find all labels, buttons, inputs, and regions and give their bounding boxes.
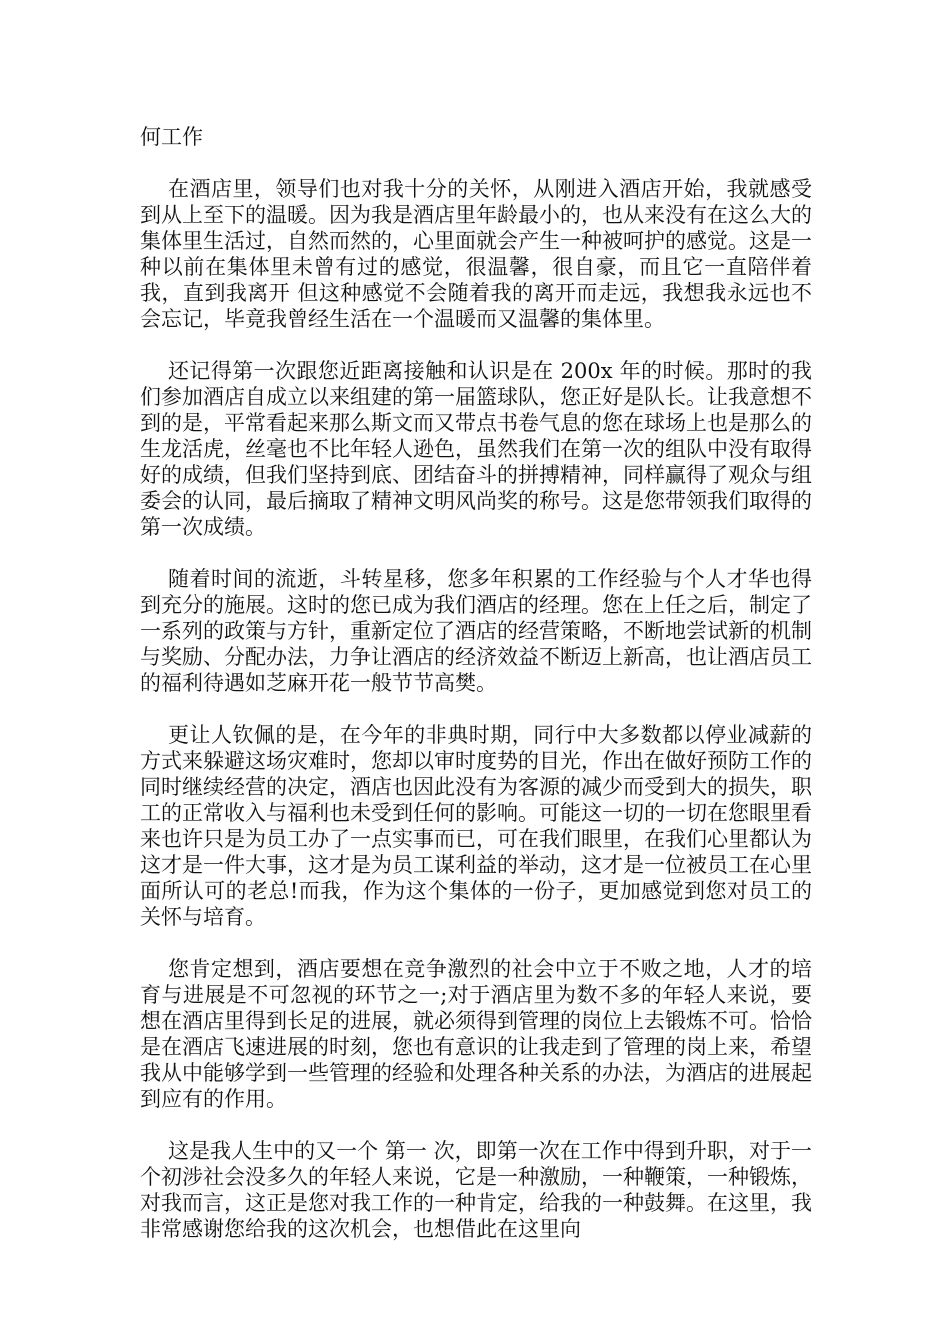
- paragraph-promotion: 这是我人生中的又一个 第一 次，即第一次在工作中得到升职，对于一个初涉社会没多久的年轻人来说，它是一种激励，一种鞭策，一种锻炼，对我而言，这正是您对我工作的一种肯定，给我的一种鼓舞。在这里，我非常感谢您给我的这次机会，也想借此在这里向: [140, 1139, 812, 1241]
- document-body: [140, 124, 812, 1268]
- continued-line: 何工作: [140, 125, 203, 149]
- paragraph-collective-warmth: 在酒店里，领导们也对我十分的关怀，从刚进入酒店开始，我就感受到从上至下的温暖。因为我是酒店里年龄最小的，也从来没有在这么大的集体里生活过，自然而然的，心里面就会产生一种被呵护的感觉。这是一种以前在集体里未曾有过的感觉，很温馨，很自豪，而且它一直陪伴着我，直到我离开 但这种感觉不会随着我的离开而走远，我想我永远也不会忘记，毕竟我曾经生活在一个温暖而又温馨的集体里。: [140, 177, 812, 331]
- paragraph-sars-period: 更让人钦佩的是，在今年的非典时期，同行中大多数都以停业减薪的方式来躲避这场灾难时，您却以审时度势的目光，作出在做好预防工作的同时继续经营的决定，酒店也因此没有为客源的减少而受到大的损失，职工的正常收入与福利也未受到任何的影响。可能这一切的一切在您眼里看来也许只是为员工办了一点实事而已，可在我们眼里，在我们心里都认为这才是一件大事，这才是为员工谋利益的举动，这才是一位被员工在心里面所认可的老总!而我，作为这个集体的一份子，更加感觉到您对员工的关怀与培育。: [140, 723, 812, 929]
- paragraph-talent-development: 您肯定想到，酒店要想在竞争激烈的社会中立于不败之地，人才的培育与进展是不可忽视的环节之一;对于酒店里为数不多的年轻人来说，要想在酒店里得到长足的进展，就必须得到管理的岗位上去锻炼不可。恰恰是在酒店飞速进展的时刻，您也有意识的让我走到了管理的岗上来，希望我从中能够学到一些管理的经验和处理各种关系的办法，为酒店的进展起到应有的作用。: [140, 957, 812, 1111]
- paragraph-basketball-team: 还记得第一次跟您近距离接触和认识是在 200x 年的时候。那时的我们参加酒店自成立以来组建的第一届篮球队，您正好是队长。让我意想不到的是，平常看起来那么斯文而又带点书卷气息的您在球场上也是那么的生龙活虎，丝毫也不比年轻人逊色，虽然我们在第一次的组队中没有取得好的成绩，但我们坚持到底、团结奋斗的拼搏精神，同样赢得了观众与组委会的认同，最后摘取了精神文明风尚奖的称号。这是您带领我们取得的第一次成绩。: [140, 359, 812, 539]
- paragraph-manager-role: 随着时间的流逝，斗转星移，您多年积累的工作经验与个人才华也得到充分的施展。这时的您已成为我们酒店的经理。您在上任之后，制定了一系列的政策与方针，重新定位了酒店的经营策略，不断地尝试新的机制与奖励、分配办法，力争让酒店的经济效益不断迈上新高，也让酒店员工的福利待遇如芝麻开花一般节节高樊。: [140, 567, 812, 695]
